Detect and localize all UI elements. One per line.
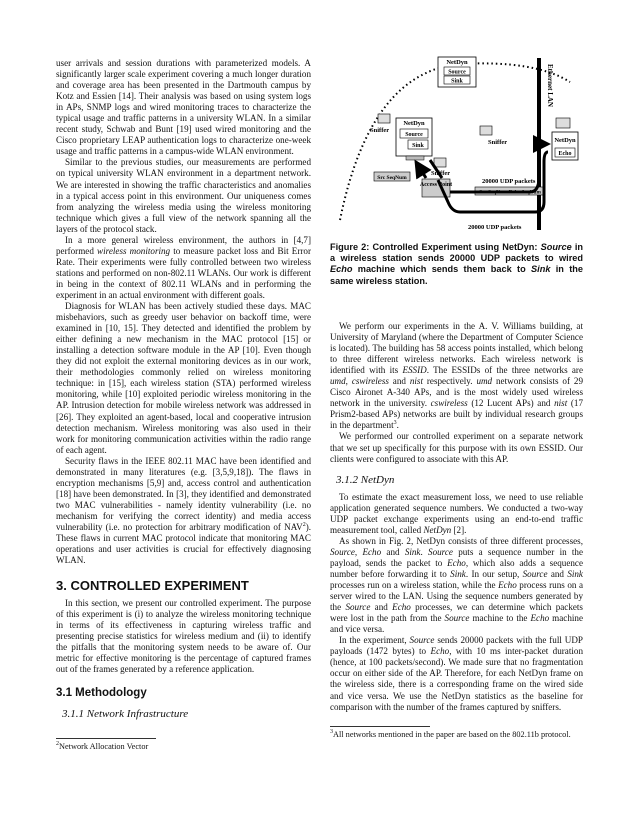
paragraph: Diagnosis for WLAN has been actively studied these days. MAC misbehaviors, such as greedy user behavior on backoff time, were examined in [10, 15]. They detected and identified the problem by either defining a new mechanism in the MAC protocol [15] or installing a detection software module in the AP [10]. Even though they did not exploit the external monitoring devices as in our work, their methodologies commonly relied on wireless monitoring technique: in [15], each wireless station (STA) performed wireless monitoring, while [10] exploited periodic wireless monitoring in the AP. Intrusion detection for mobile wireless network was addressed in [26]. They exploited an agent-based, local and cooperative intrusion detection mechanism. Wireless monitoring was also used in their work for monitoring communication activities within the radio range of each agent. <box>56 301 311 455</box>
paragraph: We perform our experiments in the A. V. Williams building, at University of Maryland (where the Department of Computer Science is located). The building has 58 access points installed, which belong to three different wireless networks. Each wireless network is identified with its ESSID. The ESSIDs of the three networks are umd, cswireless and nist respectively. umd network consists of 29 Cisco Aironet A-340 APs, and is the most widely used wireless network in the university. cswireless (12 Lucent APs) and nist (17 Prism2-based APs) networks are built by individual research groups in the department$^3$. <box>330 321 584 431</box>
sniffer-left-icon <box>378 114 390 123</box>
paragraph: As shown in Fig. 2, NetDyn consists of three different processes, Source, Echo and Sink. Source puts a sequence number in the payload, sends the packet to Echo, which also adds a sequence number before forwarding it to Sink. In our setup, Source and Sink processes run on a wireless station, while the Echo process runs on a server wired to the LAN. Using the sequence numbers generated by the Source and Echo processes, we can determine which packets were lost in the path from the Source machine to the Echo machine and vice versa. <box>330 535 584 635</box>
source-top-label: Source <box>448 69 466 76</box>
sniffer-right-label: Sniffer <box>488 139 508 146</box>
left-column <box>56 58 311 726</box>
paragraph: In a more general wireless environment, the authors in [4,7] performed wireless monitoring to measure packet loss and Bit Error Rate. Their experiments were fully controlled between two wireless stations and performed on non-802.11 WLANs. Our work is different in being in the context of 802.11 WLANs and in performing the experiment in an actual environment with different goals. <box>56 234 311 300</box>
src-echo-seqnum-label: Src SeqNum Echo SeqNum <box>479 189 541 196</box>
figure-caption: Figure 2: Controlled Experiment using NetDyn: Source in a wireless station sends 20000 UDP packets to wired Echo machine which sends them back to Sink in the same wireless station. <box>330 242 584 286</box>
sink-top-label: Sink <box>451 78 463 85</box>
paragraph: To estimate the exact measurement loss, we need to use reliable application generated sequence numbers. We conducted a two-way UDP packet exchange experiments using an end-to-end traffic measurement tool, called NetDyn [2]. <box>330 491 583 535</box>
access-point-label: Access Point <box>419 182 453 188</box>
sniffer-mid-label: Sniffer <box>431 170 451 177</box>
packets-upper-label: 20000 UDP packets <box>482 178 536 185</box>
src-seqnum-label: Src SeqNum <box>377 175 407 181</box>
server-icon <box>556 118 570 128</box>
footnote: $^2$Network Allocation Vector <box>56 741 149 751</box>
right-column <box>330 321 583 713</box>
sniffer-mid-icon <box>434 158 446 167</box>
paragraph: In this section, we present our controlled experiment. The purpose of this experiment is (i) to analyze the wireless monitoring technique in terms of its effectiveness in capturing wireless traffic and presenting precise statistics for wireless medium and (ii) to identify the pitfalls that the monitoring system needs to be aware of. Our metric for effective monitoring is the percentage of captured frames out of the frames generated by a reference application. <box>56 598 311 675</box>
paragraph: In the experiment, Source sends 20000 packets with the full UDP payloads (1472 bytes) to Echo, with 10 ms inter-packet duration (hence, at 100 packets/second). We made sure that no fragmentation occur on either side of the AP. Therefore, for each NetDyn frame on the wireless side, there is a corresponding frame on the wired side and vice versa. We use the NetDyn statistics as the baseline for comparison with the number of the frames captured by sniffers. <box>330 635 583 712</box>
netdyn-station-label: NetDyn <box>403 120 425 127</box>
paragraph: We performed our controlled experiment on a separate network that we set up specifically for this purpose with its own ESSID. Our clients were configured to associate with this AP. <box>330 431 583 464</box>
ethernet-lan-label: Ethernet LAN <box>546 64 554 107</box>
packets-lower-label: 20000 UDP packets <box>468 224 522 231</box>
network-diagram <box>330 52 585 238</box>
subsubsection-heading: 3.1.1 Network Infrastructure <box>62 707 189 720</box>
paragraph: Similar to the previous studies, our measurements are performed on typical university WLAN environment in a department network. We are interested in showing the traffic characteristics and anomalies in a typical access point in this environment. Our uniqueness comes from analyzing the wireless media using the wireless monitoring technique which gives a full view of the network spanning all the layers of the protocol stack. <box>56 157 311 234</box>
footnote: $^3$All networks mentioned in the paper are based on the 802.11b protocol. <box>330 729 571 739</box>
netdyn-top-label: NetDyn <box>446 59 468 66</box>
paragraph: user arrivals and session durations with parameterized models. A significantly larger scale experiment covering a much longer duration and coverage area has been presented in the Dartmouth campus by Kotz and Essien [14]. Their analysis was based on using system logs in APs, SNMP logs and wired monitoring traces to characterize the typical usage and traffic patterns in a university WLAN. In a similar recent study, Schwab and Bunt [19] used wired monitoring and the Cisco proprietary LEAP authentication logs to characterize one-week usage and traffic patterns in a campus-wide WLAN environment. <box>56 58 311 157</box>
section-heading: 3. CONTROLLED EXPERIMENT <box>56 578 249 594</box>
footnote-rule <box>56 738 156 739</box>
sink-station-label: Sink <box>412 143 424 149</box>
footnote-rule <box>330 726 430 727</box>
sniffer-left-label: Sniffer <box>370 127 390 134</box>
ethernet-lan-bar <box>537 58 541 230</box>
netdyn-right-label: NetDyn <box>554 137 576 144</box>
subsection-heading: 3.1 Methodology <box>56 686 147 699</box>
laptop-icon <box>406 156 424 160</box>
paragraph: Security flaws in the IEEE 802.11 MAC have been identified and demonstrated in many literatures (e.g. [3,5,9,18]). The flaws in encryption mechanisms [5,9] and, access control and authentication [18] have been demonstrated. In [3], they identified and demonstrated two MAC vulnerabilities - namely identity vulnerability (i.e. no mechanism for verifying the correct identity) and media access vulnerability (i.e. no protection for arbitrary modification of NAV$^2$). These flaws in current MAC protocol indicate that monitoring MAC operations and user activities is crucial for effectively diagnosing WLAN. <box>56 455 311 566</box>
source-station-label: Source <box>405 132 423 138</box>
sniffer-right-icon <box>480 126 492 135</box>
echo-label: Echo <box>558 151 572 157</box>
subsubsection-heading: 3.1.2 NetDyn <box>336 473 395 486</box>
